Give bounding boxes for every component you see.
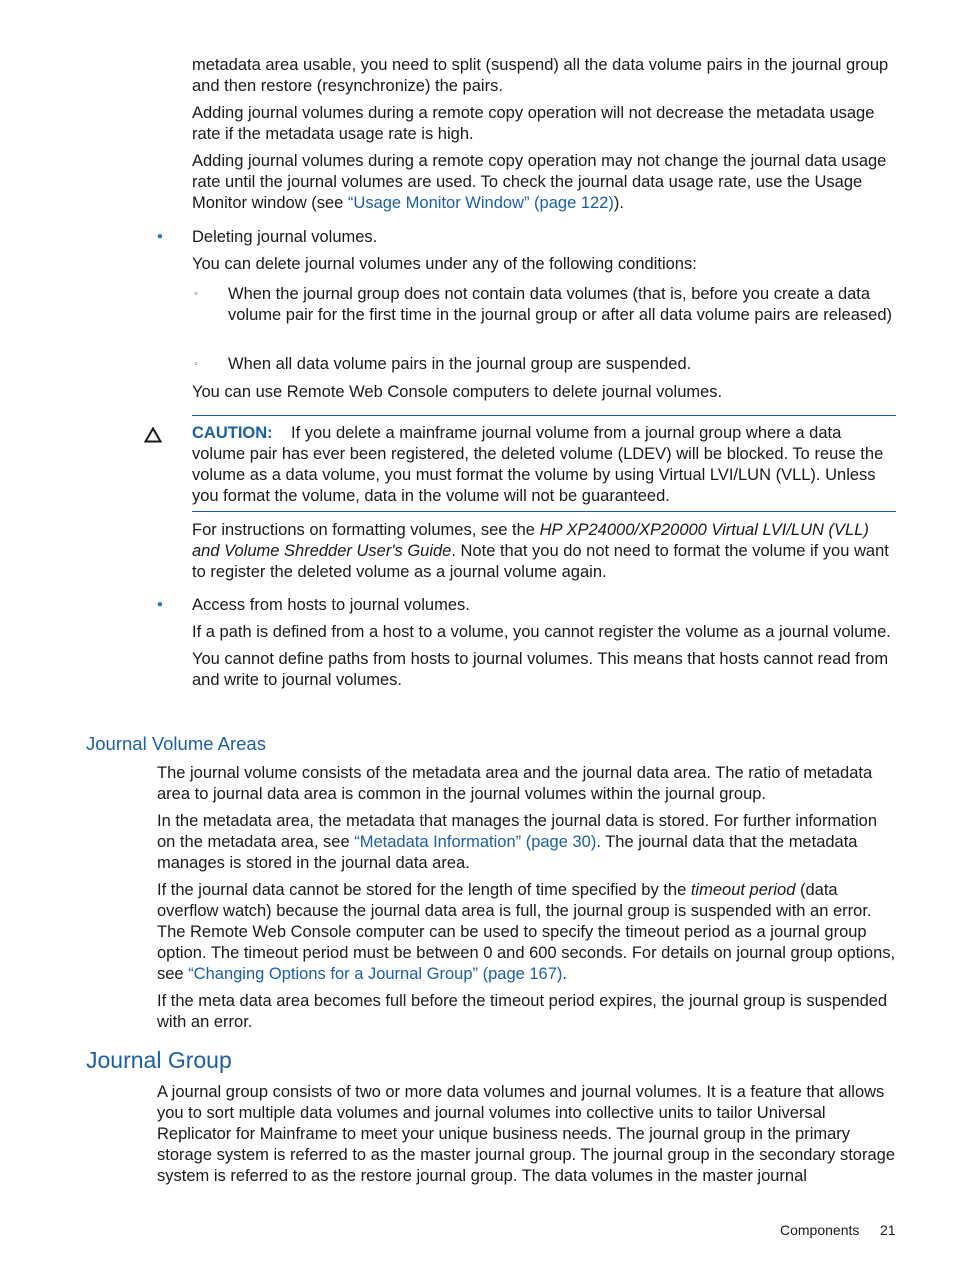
caution-bottom-rule bbox=[192, 511, 896, 512]
paragraph: Adding journal volumes during a remote copy operation may not change the journal data usage rate until the journal volumes are used. To check the journal data usage rate, use the Usage Monitor window (see “Usage Monitor Window” (page 122)). bbox=[192, 152, 887, 212]
paragraph: If a path is defined from a host to a volume, you cannot register the volume as a journal volume. bbox=[192, 623, 891, 641]
bullet-icon: • bbox=[157, 595, 163, 614]
paragraph: You cannot define paths from hosts to journal volumes. This means that hosts cannot read from and write to journal volumes. bbox=[192, 650, 889, 689]
changing-options-link[interactable]: “Changing Options for a Journal Group” (page 167) bbox=[188, 965, 563, 983]
caution-block bbox=[192, 423, 898, 507]
section-heading-journal-volume-areas: Journal Volume Areas bbox=[86, 733, 266, 754]
sub-list-item: When the journal group does not contain data volumes (that is, before you create a data volume pair for the first time in the journal group or after all data volume pairs are released) bbox=[228, 285, 892, 324]
footer-section-name: Components bbox=[780, 1222, 860, 1238]
guide-title: HP XP24000/XP20000 Virtual LVI/LUN (VLL) and Volume Shredder User's Guide bbox=[192, 521, 869, 560]
section-body bbox=[157, 763, 898, 1033]
bullet-title: Deleting journal volumes. bbox=[192, 228, 378, 246]
sub-list-item: When all data volume pairs in the journal group are suspended. bbox=[228, 355, 692, 373]
paragraph-block: You can use Remote Web Console computers to delete journal volumes. bbox=[192, 383, 723, 401]
paragraph: If the meta data area becomes full before the timeout period expires, the journal group is suspended with an error. bbox=[157, 992, 888, 1031]
format-note: For instructions on formatting volumes, see the HP XP24000/XP20000 Virtual LVI/LUN (VLL) and Volume Shredder User's Guide. Note that you do not need to format the volume if you want to register the deleted volume as a journal volume again. bbox=[192, 521, 889, 581]
usage-monitor-link[interactable]: “Usage Monitor Window” (page 122) bbox=[347, 194, 614, 212]
page-number: 21 bbox=[880, 1222, 896, 1238]
section-heading-journal-group: Journal Group bbox=[86, 1047, 232, 1073]
paragraph: You can delete journal volumes under any of the following conditions: bbox=[192, 255, 697, 273]
caution-text: If you delete a mainframe journal volume from a journal group where a data volume pair has ever been registered, the deleted volume (LDEV) will be blocked. To reuse the volume as a data volume, you must format the volume by using Virtual LVI/LUN (VLL). Unless you format the volume, data in the volume will not be guaranteed. bbox=[192, 424, 884, 505]
paragraph: The journal volume consists of the metadata area and the journal data area. The ratio of metadata area to journal data area is common in the journal volumes within the journal group. bbox=[157, 764, 873, 803]
metadata-information-link[interactable]: “Metadata Information” (page 30) bbox=[354, 833, 597, 851]
paragraph: metadata area usable, you need to split (suspend) all the data volume pairs in the journal group and then restore (resynchronize) the pairs. bbox=[192, 56, 889, 95]
caution-top-rule bbox=[192, 415, 896, 416]
list-item bbox=[192, 595, 898, 691]
warning-triangle-icon bbox=[144, 427, 162, 443]
paragraph: A journal group consists of two or more data volumes and journal volumes. It is a feature that allows you to sort multiple data volumes and journal volumes into collective units to tailor Universal Replicator for Mainframe to meet your unique business needs. The journal group in the primary storage system is referred to as the master journal group. The journal group in the secondary storage system is referred to as the restore journal group. The data volumes in the master journal bbox=[157, 1083, 896, 1185]
caution-label: CAUTION: bbox=[192, 424, 273, 442]
list-item bbox=[192, 227, 898, 275]
paragraph: In the metadata area, the metadata that manages the journal data is stored. For further information on the metadata area, see “Metadata Information” (page 30). The journal data that the metadata manages is stored in the journal data area. bbox=[157, 812, 877, 872]
bullet-title: Access from hosts to journal volumes. bbox=[192, 596, 470, 614]
sub-bullet-icon: ◦ bbox=[194, 358, 198, 370]
paragraph: Adding journal volumes during a remote copy operation will not decrease the metadata usage rate if the metadata usage rate is high. bbox=[192, 104, 875, 143]
bullet-icon: • bbox=[157, 227, 163, 246]
paragraph: If the journal data cannot be stored for the length of time specified by the timeout period (data overflow watch) because the journal data area is full, the journal group is suspended with an error. The Remote Web Console computer can be used to specify the timeout period as a journal group option. The timeout period must be between 0 and 600 seconds. For details on journal group options, see “Changing Options for a Journal Group” (page 167). bbox=[157, 881, 896, 983]
section-body bbox=[157, 1082, 898, 1187]
continuation-block bbox=[192, 55, 898, 214]
sub-bullet-icon: ◦ bbox=[194, 288, 198, 300]
